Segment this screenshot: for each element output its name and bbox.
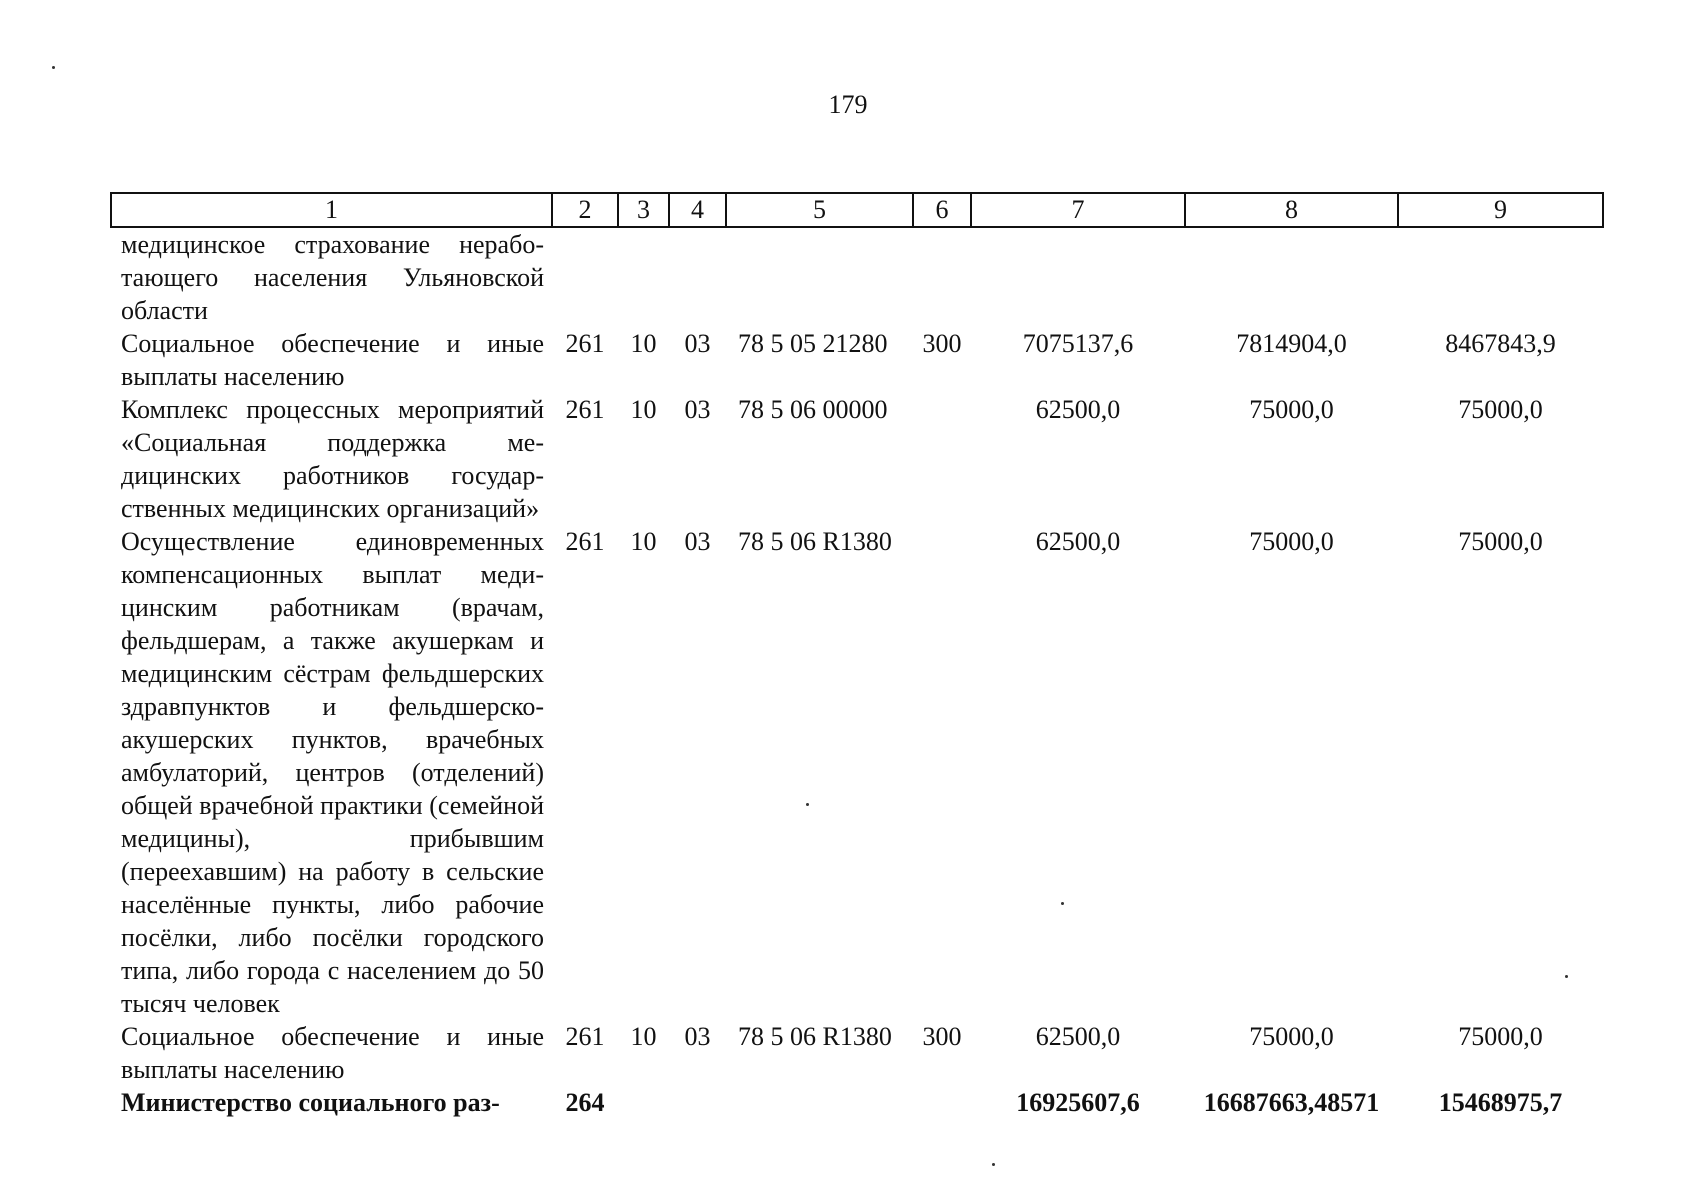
- row-section: 10: [630, 395, 657, 424]
- scan-speck: [52, 66, 55, 69]
- row-value-1: [971, 227, 1185, 327]
- table-row: [111, 525, 1603, 1020]
- header-col-1: 1: [111, 193, 552, 227]
- header-col-5: 5: [726, 193, 913, 227]
- row-name: Социальное обеспечение и иные выплаты населению: [121, 329, 544, 391]
- row-value-3: 8467843,9: [1445, 329, 1556, 358]
- table-row: [111, 1020, 1603, 1086]
- row-subsection: [669, 227, 726, 327]
- row-value-3: [1398, 227, 1603, 327]
- row-name: Социальное обеспечение и иные выплаты населению: [121, 1022, 544, 1084]
- row-value-3: 75000,0: [1458, 1022, 1543, 1051]
- row-value-1: 62500,0: [1035, 527, 1121, 556]
- row-value-3: 75000,0: [1458, 395, 1543, 424]
- row-expense-type: 300: [922, 1022, 962, 1051]
- header-col-6: 6: [913, 193, 971, 227]
- header-row: [111, 193, 1603, 227]
- row-value-1: 62500,0: [1035, 395, 1121, 424]
- row-subsection: 03: [684, 1022, 711, 1051]
- row-section: 10: [630, 1022, 657, 1051]
- row-target-article: [726, 1086, 913, 1119]
- table-row: [111, 393, 1603, 525]
- row-grbs: 261: [565, 527, 605, 556]
- table-body: [111, 227, 1603, 1119]
- row-name: Осуществление единовременных компенсационных выплат медицинским работникам (врачам, фельдшерам, а также акушеркам и медицинским сёстрам фельдшерских здравпунктов и фельдшерско-акушерских пунктов, врачебных амбулаторий, центров (отделений) общей врачебной практики (семейной медицины), прибывшим (переехавшим) на работу в сельские населённые пункты, либо рабочие посёлки, либо посёлки городского типа, либо города с населением до 50 тысяч человек: [121, 527, 545, 1018]
- row-value-3: 15468975,7: [1438, 1088, 1563, 1117]
- header-col-8: 8: [1185, 193, 1398, 227]
- row-value-1: 62500,0: [1035, 1022, 1121, 1051]
- row-subsection: 03: [684, 395, 711, 424]
- row-section: [618, 1086, 669, 1119]
- header-col-7: 7: [971, 193, 1185, 227]
- header-col-4: 4: [669, 193, 726, 227]
- row-grbs: 261: [565, 1022, 605, 1051]
- table-row: [111, 327, 1603, 393]
- scan-speck: [992, 1163, 995, 1166]
- page-number: 179: [828, 90, 868, 119]
- row-grbs: 261: [565, 395, 605, 424]
- table-row-ministry-total: [111, 1086, 1603, 1119]
- table-header: [111, 193, 1603, 227]
- row-grbs: 264: [565, 1088, 605, 1117]
- row-value-2: [1185, 227, 1398, 327]
- row-grbs: 261: [565, 329, 605, 358]
- row-subsection: 03: [684, 329, 711, 358]
- row-expense-type: [913, 1086, 971, 1119]
- row-subsection: 03: [684, 527, 711, 556]
- row-expense-type: 300: [922, 329, 962, 358]
- row-target-article: 78 5 06 R1380: [738, 527, 892, 556]
- row-section: 10: [630, 329, 657, 358]
- row-expense-type: [913, 227, 971, 327]
- row-section: 10: [630, 527, 657, 556]
- row-value-2: 7814904,0: [1236, 329, 1347, 358]
- row-value-2: 75000,0: [1249, 1022, 1334, 1051]
- row-value-1: 16925607,6: [1016, 1088, 1140, 1117]
- row-value-3: 75000,0: [1458, 527, 1543, 556]
- row-name: Комплекс процессных мероприятий «Социальная поддержка медицинских работников государственных медицинских организаций»: [121, 395, 544, 523]
- row-name: Министерство социального раз-: [121, 1088, 500, 1117]
- row-value-2: 75000,0: [1249, 395, 1334, 424]
- row-value-1: 7075137,6: [1022, 329, 1134, 358]
- row-subsection: [669, 1086, 726, 1119]
- row-target-article: [726, 227, 913, 327]
- row-value-2: 16687663,48571: [1203, 1088, 1380, 1117]
- row-name: медицинское страхование неработающего населения Ульяновской области: [121, 230, 544, 325]
- header-col-2: 2: [552, 193, 618, 227]
- row-section: [618, 227, 669, 327]
- row-expense-type: [913, 525, 971, 1020]
- budget-table: [110, 192, 1604, 1119]
- table-row: [111, 227, 1603, 327]
- budget-table-container: [110, 192, 1602, 1119]
- row-value-2: 75000,0: [1249, 527, 1334, 556]
- row-target-article: 78 5 05 21280: [738, 329, 888, 358]
- row-target-article: 78 5 06 R1380: [738, 1022, 892, 1051]
- row-expense-type: [913, 393, 971, 525]
- row-target-article: 78 5 06 00000: [738, 395, 888, 424]
- header-col-3: 3: [618, 193, 669, 227]
- header-col-9: 9: [1398, 193, 1603, 227]
- row-grbs: [552, 227, 618, 327]
